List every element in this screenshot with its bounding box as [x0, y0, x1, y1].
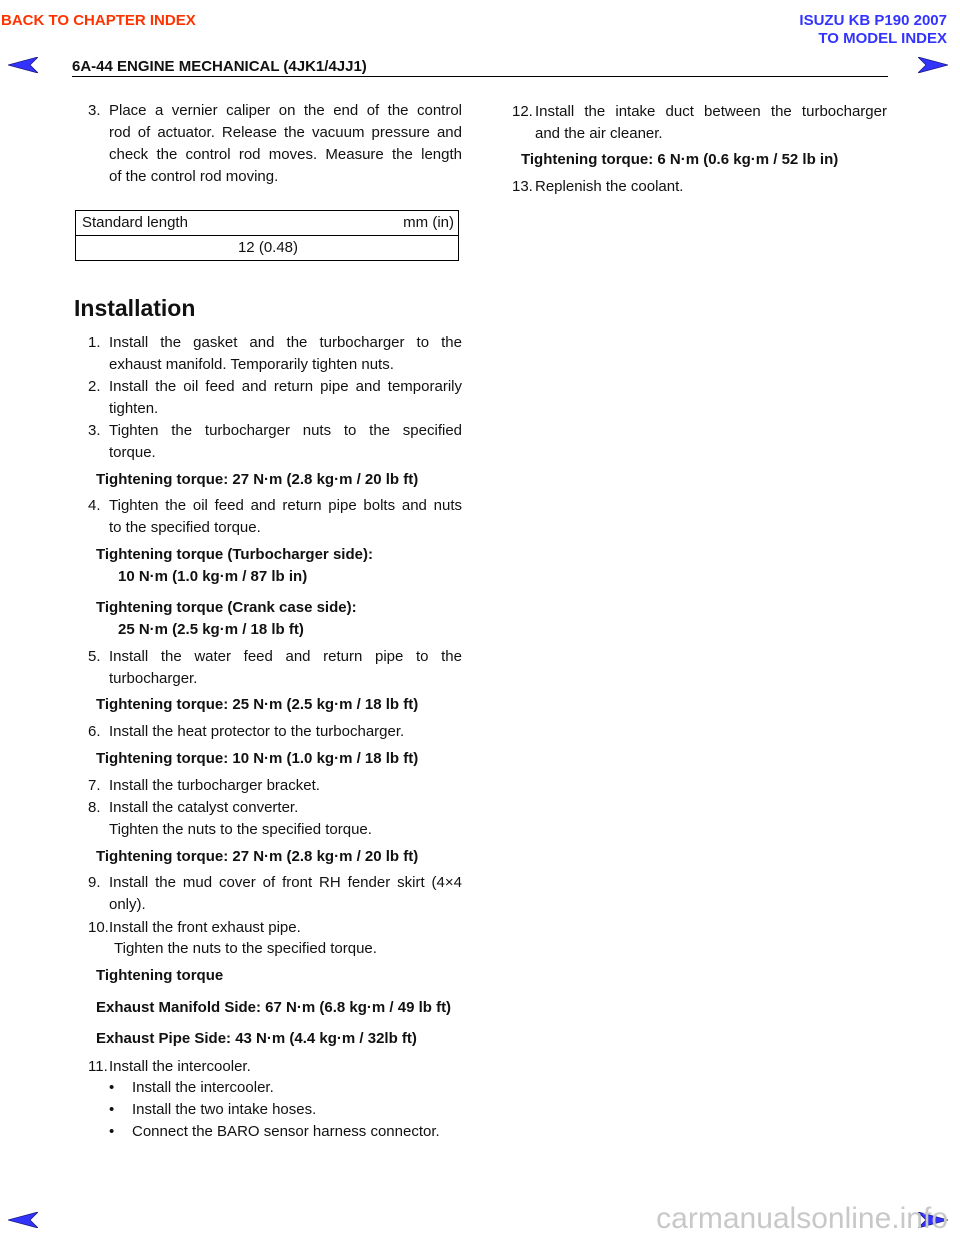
list-item: [109, 1077, 274, 1099]
torque-spec-label: Tightening torque (Crank case side):: [96, 599, 357, 616]
table-cell: [76, 211, 459, 236]
step-number: 4.: [88, 497, 101, 514]
step-text-line: exhaust manifold. Temporarily tighten nuts.: [109, 356, 394, 373]
step-text-line: Tighten the turbocharger nuts to the specified: [109, 422, 462, 439]
step-text-line: of the control rod moving.: [109, 168, 279, 185]
step-text-line: Install the intake duct between the turbocharger: [535, 103, 887, 120]
step-text-line: Install the oil feed and return pipe and temporarily: [109, 378, 462, 395]
to-model-index-link[interactable]: TO MODEL INDEX: [818, 30, 947, 47]
install-step-4: [88, 495, 463, 539]
standard-length-table: [75, 210, 459, 261]
model-title-link[interactable]: ISUZU KB P190 2007: [799, 12, 947, 29]
list-item: [109, 1099, 317, 1121]
install-step-6: [88, 721, 463, 743]
unit-label: mm (in): [403, 214, 454, 231]
installation-heading: Installation: [74, 295, 196, 321]
step-number: 3.: [88, 102, 101, 119]
torque-spec-value: 25 N·m (2.5 kg·m / 18 lb ft): [118, 621, 304, 638]
step-text-line: Install the heat protector to the turbocharger.: [109, 723, 405, 740]
torque-spec: Tightening torque: 6 N·m (0.6 kg·m / 52 lb in): [521, 151, 839, 168]
install-step-1: [88, 332, 463, 376]
step-text-line: Install the intercooler.: [109, 1058, 251, 1075]
step-number: 1.: [88, 334, 101, 351]
step-number: 3.: [88, 422, 101, 439]
step-text-line: Install the gasket and the turbocharger to the: [109, 334, 462, 351]
bullet-icon: •: [109, 1079, 115, 1096]
list-item-text: Install the two intake hoses.: [132, 1101, 317, 1118]
install-step-2: [88, 376, 463, 420]
step-text-line: Install the front exhaust pipe.: [109, 919, 301, 936]
step-text-line: Replenish the coolant.: [535, 178, 684, 195]
next-page-icon[interactable]: [918, 57, 948, 73]
step-number: 9.: [88, 874, 101, 891]
step-text-line: rod of actuator. Release the vacuum pressure and: [109, 124, 462, 141]
prev-page-icon[interactable]: [8, 57, 38, 73]
torque-spec: Exhaust Manifold Side: 67 N·m (6.8 kg·m / 49 lb ft): [96, 999, 452, 1016]
install-step-7: [88, 775, 463, 797]
step-number: 11.: [88, 1058, 108, 1075]
step-text-line: to the specified torque.: [109, 519, 261, 536]
step-text-line: Install the water feed and return pipe to the: [109, 648, 462, 665]
install-step-12: [512, 101, 888, 145]
header-rule: [72, 76, 888, 77]
install-step-8: [88, 797, 463, 841]
torque-spec-label: Tightening torque: [96, 967, 224, 984]
torque-spec: Tightening torque: 27 N·m (2.8 kg·m / 20 lb ft): [96, 848, 419, 865]
step-text-line: only).: [109, 896, 146, 913]
torque-spec: Tightening torque: 27 N·m (2.8 kg·m / 20 lb ft): [96, 471, 419, 488]
list-item: [109, 1121, 440, 1143]
list-item-text: Connect the BARO sensor harness connector.: [132, 1123, 440, 1140]
step-number: 8.: [88, 799, 101, 816]
step-text-line: Install the catalyst converter.: [109, 799, 299, 816]
install-step-13: [512, 176, 888, 198]
list-item-text: Install the intercooler.: [132, 1079, 274, 1096]
step-text-line: turbocharger.: [109, 670, 198, 687]
torque-spec: Tightening torque: 25 N·m (2.5 kg·m / 18 lb ft): [96, 696, 419, 713]
bullet-icon: •: [109, 1123, 115, 1140]
step-number: 7.: [88, 777, 101, 794]
install-step-11: [88, 1056, 463, 1078]
bullet-icon: •: [109, 1101, 115, 1118]
step-text-line: Place a vernier caliper on the end of the control: [109, 102, 462, 119]
standard-length-value: 12 (0.48): [76, 236, 459, 261]
step-text-line: Tighten the nuts to the specified torque.: [109, 821, 372, 838]
watermark: carmanualsonline.info: [656, 1202, 948, 1235]
step-number: 12.: [512, 103, 533, 120]
install-step-10: [88, 917, 463, 961]
prev-page-icon[interactable]: [8, 1212, 38, 1228]
step-number: 2.: [88, 378, 101, 395]
step-text-line: check the control rod moves. Measure the length: [109, 146, 462, 163]
step-text-line: tighten.: [109, 400, 159, 417]
back-to-chapter-index-link[interactable]: BACK TO CHAPTER INDEX: [1, 12, 196, 29]
step-text-line: Install the mud cover of front RH fender skirt (4×4: [109, 874, 462, 891]
step-text-line: torque.: [109, 444, 156, 461]
step-number: 13.: [512, 178, 533, 195]
standard-length-label: Standard length: [82, 214, 188, 231]
install-step-9: [88, 872, 463, 916]
step-number: 5.: [88, 648, 101, 665]
install-step-5: [88, 646, 463, 690]
torque-spec: Exhaust Pipe Side: 43 N·m (4.4 kg·m / 32lb ft): [96, 1030, 417, 1047]
torque-spec-label: Tightening torque (Turbocharger side):: [96, 546, 373, 563]
step-3-measure: [88, 100, 463, 190]
torque-spec-value: 10 N·m (1.0 kg·m / 87 lb in): [118, 568, 308, 585]
page-header-title: 6A-44 ENGINE MECHANICAL (4JK1/4JJ1): [72, 58, 367, 75]
install-step-3: [88, 420, 463, 464]
step-text-line: Install the turbocharger bracket.: [109, 777, 320, 794]
step-text-line: Tighten the oil feed and return pipe bolts and nuts: [109, 497, 462, 514]
step-text-line: and the air cleaner.: [535, 125, 663, 142]
torque-spec: Tightening torque: 10 N·m (1.0 kg·m / 18 lb ft): [96, 750, 419, 767]
step-number: 6.: [88, 723, 101, 740]
step-text-line: Tighten the nuts to the specified torque.: [114, 940, 377, 957]
step-number: 10.: [88, 919, 109, 936]
